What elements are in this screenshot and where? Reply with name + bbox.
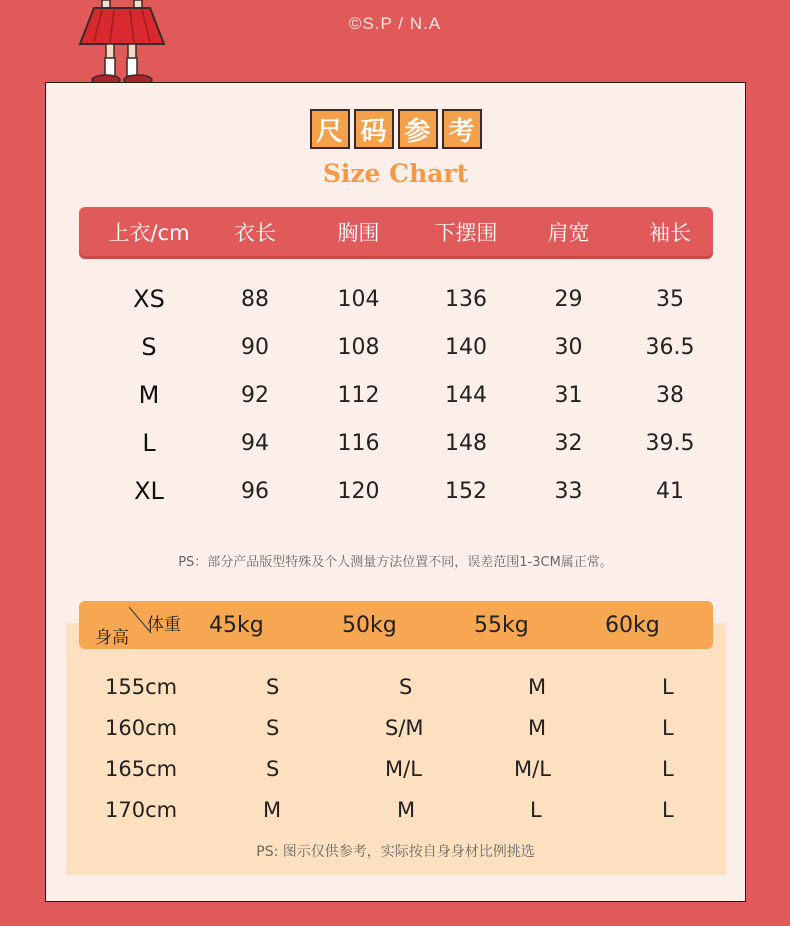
- title-char: 考: [442, 109, 482, 149]
- size-cell: S: [266, 757, 280, 781]
- size-cell: M: [397, 798, 416, 822]
- height-cell: 170cm: [105, 798, 178, 822]
- table-cell: 88: [241, 286, 269, 312]
- table-cell: 35: [656, 286, 684, 312]
- table-cell: 96: [241, 478, 269, 504]
- table-cell: L: [142, 429, 156, 457]
- table-cell: 38: [656, 382, 684, 408]
- table-cell: 108: [337, 334, 380, 360]
- size-cell: L: [662, 716, 674, 740]
- weight-header-cell: 50kg: [342, 613, 397, 638]
- table-cell: 29: [554, 286, 583, 312]
- size-cell: L: [662, 798, 674, 822]
- height-cell: 160cm: [105, 716, 178, 740]
- size-cell: M/L: [514, 757, 551, 781]
- size-cell: L: [530, 798, 542, 822]
- measurement-note: PS：部分产品版型特殊及个人测量方法位置不同，误差范围1-3CM属正常。: [178, 555, 613, 570]
- table-cell: 136: [445, 286, 487, 312]
- size-cell: L: [662, 757, 674, 781]
- table-cell: 120: [337, 478, 380, 504]
- weight-table-header: [79, 601, 713, 649]
- header-cell: 下摆围: [434, 220, 498, 245]
- table-row: [79, 275, 713, 323]
- table-cell: 36.5: [645, 334, 695, 360]
- table-row: [79, 419, 713, 467]
- size-cell: M/L: [385, 757, 422, 781]
- size-cell: M: [263, 798, 282, 822]
- height-cell: 155cm: [105, 675, 178, 699]
- top-table-body: [79, 275, 713, 515]
- size-cell: M: [528, 675, 547, 699]
- table-row: [79, 323, 713, 371]
- header-cell: 肩宽: [547, 220, 590, 245]
- weight-header-cell: 55kg: [474, 613, 529, 638]
- table-row: [79, 371, 713, 419]
- table-cell: 112: [337, 382, 380, 408]
- height-cell: 165cm: [105, 757, 178, 781]
- height-label: 身高: [95, 628, 129, 648]
- reference-note: PS: 图示仅供参考，实际按自身身材比例挑选: [256, 844, 535, 860]
- girl-character-illustration: [72, 0, 172, 92]
- weight-header-cell: 60kg: [605, 613, 660, 638]
- size-cell: L: [662, 675, 674, 699]
- table-row: [79, 708, 713, 749]
- title-char: 尺: [310, 109, 350, 149]
- header-cell: 上衣/cm: [108, 220, 190, 245]
- table-cell: 148: [445, 430, 487, 456]
- table-cell: 144: [445, 382, 487, 408]
- size-cell: S/M: [385, 716, 424, 740]
- size-cell: S: [266, 716, 280, 740]
- table-cell: S: [141, 333, 157, 361]
- table-cell: 92: [241, 382, 269, 408]
- weight-label: 体重: [147, 615, 181, 635]
- table-row: [79, 749, 713, 790]
- weight-table-body: [79, 667, 713, 831]
- title-char: 码: [354, 109, 394, 149]
- table-cell: 41: [656, 478, 684, 504]
- table-row: [79, 790, 713, 831]
- table-cell: 104: [337, 286, 380, 312]
- header-cell: 袖长: [649, 220, 691, 245]
- title: [46, 109, 745, 149]
- size-cell: S: [266, 675, 280, 699]
- table-cell: 152: [445, 478, 487, 504]
- copyright: ©S.P / N.A: [348, 14, 442, 33]
- table-row: [79, 467, 713, 515]
- header-cell: 衣长: [234, 220, 276, 245]
- table-cell: 90: [241, 334, 269, 360]
- table-cell: 31: [554, 382, 583, 408]
- table-cell: 32: [554, 430, 583, 456]
- table-cell: 94: [241, 430, 269, 456]
- table-cell: XL: [134, 477, 164, 505]
- table-cell: 30: [554, 334, 583, 360]
- table-cell: 39.5: [645, 430, 695, 456]
- table-row: [79, 667, 713, 708]
- subtitle: Size Chart: [322, 159, 469, 188]
- table-cell: XS: [133, 285, 165, 313]
- weight-header-cell: 45kg: [209, 613, 264, 638]
- table-cell: M: [138, 381, 160, 409]
- title-char: 参: [398, 109, 438, 149]
- header-cell: 胸围: [337, 220, 380, 245]
- table-cell: 116: [337, 430, 380, 456]
- top-table-header: [79, 207, 713, 256]
- table-cell: 140: [445, 334, 487, 360]
- size-chart-card: [45, 82, 746, 902]
- height-weight-corner-cell: [89, 601, 189, 649]
- size-cell: S: [399, 675, 413, 699]
- size-cell: M: [528, 716, 547, 740]
- table-cell: 33: [554, 478, 583, 504]
